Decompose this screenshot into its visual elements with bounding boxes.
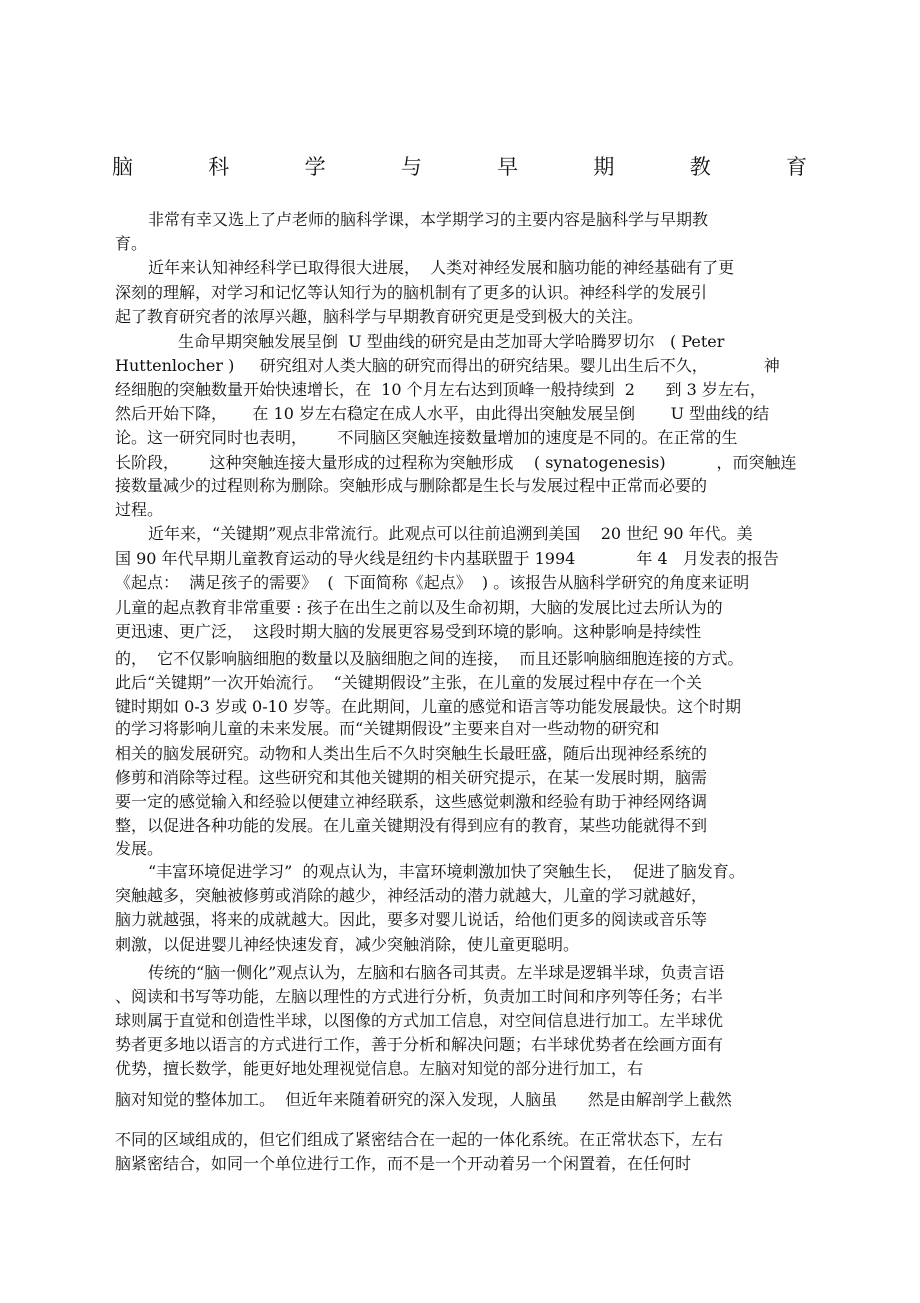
title-char: 与 — [400, 155, 422, 179]
text-line: 的学习将影响儿童的未来发展。而“关键期假设”主要来自对一些动物的研究和 — [115, 719, 660, 738]
text-line: 脑紧密结合，如同一个单位进行工作，而不是一个开动着另一个闲置着，在任何时 — [115, 1154, 692, 1173]
text-line: 国 90 年代早期儿童教育运动的导火线是纽约卡内基联盟于 1994 年 4 月发表的报告 — [115, 549, 779, 568]
document-title — [112, 153, 807, 181]
text-line: 然后开始下降， 在 10 岁左右稳定在成人水平，由此得出突触发展呈倒 U 型曲线的结 — [115, 404, 770, 423]
title-char: 脑 — [112, 155, 133, 179]
text-line: 键时期如 0-3 岁或 0-10 岁等。在此期间，儿童的感觉和语言等功能发展最快。这个时期 — [115, 697, 742, 716]
text-line: 发展。 — [115, 839, 164, 858]
text-line: 球则属于直觉和创造性半球，以图像的方式加工信息，对空间信息进行加工。左半球优 — [115, 1011, 724, 1030]
text-line: 长阶段， 这种突触连接大量形成的过程称为突触形成 ( synatogenesis) ，而突触连 — [115, 453, 797, 472]
text-line: 近年来认知神经科学已取得很大进展， 人类对神经发展和脑功能的神经基础有了更 — [148, 258, 735, 277]
title-char: 早 — [497, 155, 519, 179]
text-line: “丰富环境促进学习” 的观点认为，丰富环境刺激加快了突触生长， 促进了脑发育。 — [148, 862, 745, 881]
title-char: 期 — [593, 155, 615, 179]
text-line: 论。这一研究同时也表明， 不同脑区突触连接数量增加的速度是不同的。在正常的生 — [115, 428, 738, 447]
text-line: 修剪和消除等过程。这些研究和其他关键期的相关研究提示，在某一发展时期，脑需 — [115, 768, 708, 787]
text-line: 要一定的感觉输入和经验以便建立神经联系，这些感觉刺激和经验有助于神经网络调 — [115, 792, 708, 811]
text-line: 《起点： 满足孩子的需要》 ( 下面简称《起点》 ) 。该报告从脑科学研究的角度来证明 — [115, 573, 750, 592]
text-line: 接数量减少的过程则称为删除。突触形成与删除都是生长与发展过程中正常而必要的 — [115, 476, 708, 495]
text-line: 优势，擅长数学，能更好地处理视觉信息。左脑对知觉的部分进行加工，右 — [115, 1059, 644, 1078]
text-line: 此后“关键期”一次开始流行。 “关键期假设”主张，在儿童的发展过程中存在一个关 — [115, 673, 702, 692]
text-line: 儿童的起点教育非常重要 : 孩子在出生之前以及生命初期，大脑的发展比过去所认为的 — [115, 598, 723, 617]
text-line: 突触越多，突触被修剪或消除的越少，神经活动的潜力就越大，儿童的学习就越好， — [115, 886, 708, 905]
text-line: 生命早期突触发展呈倒 U 型曲线的研究是由芝加哥大学哈腾罗切尔 ( Peter — [178, 332, 725, 351]
title-char: 科 — [208, 155, 230, 179]
text-line: 的， 它不仅影响脑细胞的数量以及脑细胞之间的连接， 而且还影响脑细胞连接的方式。 — [115, 649, 744, 668]
text-line: 脑对知觉的整体加工。 但近年来随着研究的深入发现，人脑虽 然是由解剖学上截然 — [115, 1090, 732, 1109]
text-line: 非常有幸又选上了卢老师的脑科学课，本学期学习的主要内容是脑科学与早期教 — [148, 210, 709, 229]
title-char: 学 — [304, 155, 326, 179]
text-line: 深刻的理解，对学习和记忆等认知行为的脑机制有了更多的认识。神经科学的发展引 — [115, 283, 708, 302]
text-line: 、阅读和书写等功能，左脑以理性的方式进行分析，负责加工时间和序列等任务；右半 — [115, 987, 724, 1006]
text-line: 起了教育研究者的浓厚兴趣，脑科学与早期教育研究更是受到极大的关注。 — [115, 307, 644, 326]
text-line: 相关的脑发展研究。动物和人类出生后不久时突触生长最旺盛，随后出现神经系统的 — [115, 744, 708, 763]
title-char: 育 — [785, 155, 807, 179]
text-line: Huttenlocher ) 研究组对人类大脑的研究而得出的研究结果。婴儿出生后不久， 神 — [115, 356, 780, 375]
text-line: 育。 — [115, 234, 148, 253]
text-line: 整，以促进各种功能的发展。在儿童关键期没有得到应有的教育，某些功能就得不到 — [115, 816, 708, 835]
text-line: 更迅速、更广泛， 这段时期大脑的发展更容易受到环境的影响。这种影响是持续性 — [115, 622, 702, 641]
text-line: 刺激，以促进婴儿神经快速发育，减少突触消除，使儿童更聪明。 — [115, 935, 580, 954]
text-line: 脑力就越强，将来的成就越大。因此，要多对婴儿说话，给他们更多的阅读或音乐等 — [115, 910, 708, 929]
text-line: 过程。 — [115, 500, 164, 519]
title-char: 教 — [689, 155, 711, 179]
text-line: 传统的“脑一侧化”观点认为，左脑和右脑各司其责。左半球是逻辑半球，负责言语 — [148, 963, 725, 982]
text-line: 势者更多地以语言的方式进行工作，善于分析和解决问题；右半球优势者在绘画方面有 — [115, 1035, 724, 1054]
text-line: 经细胞的突触数量开始快速增长，在 10 个月左右达到顶峰一般持续到 2 到 3 岁左右， — [115, 380, 766, 399]
text-line: 不同的区域组成的，但它们组成了紧密结合在一起的一体化系统。在正常状态下，左右 — [115, 1130, 724, 1149]
text-line: 近年来，“关键期”观点非常流行。此观点可以往前追溯到美国 20 世纪 90 年代。美 — [148, 524, 753, 543]
